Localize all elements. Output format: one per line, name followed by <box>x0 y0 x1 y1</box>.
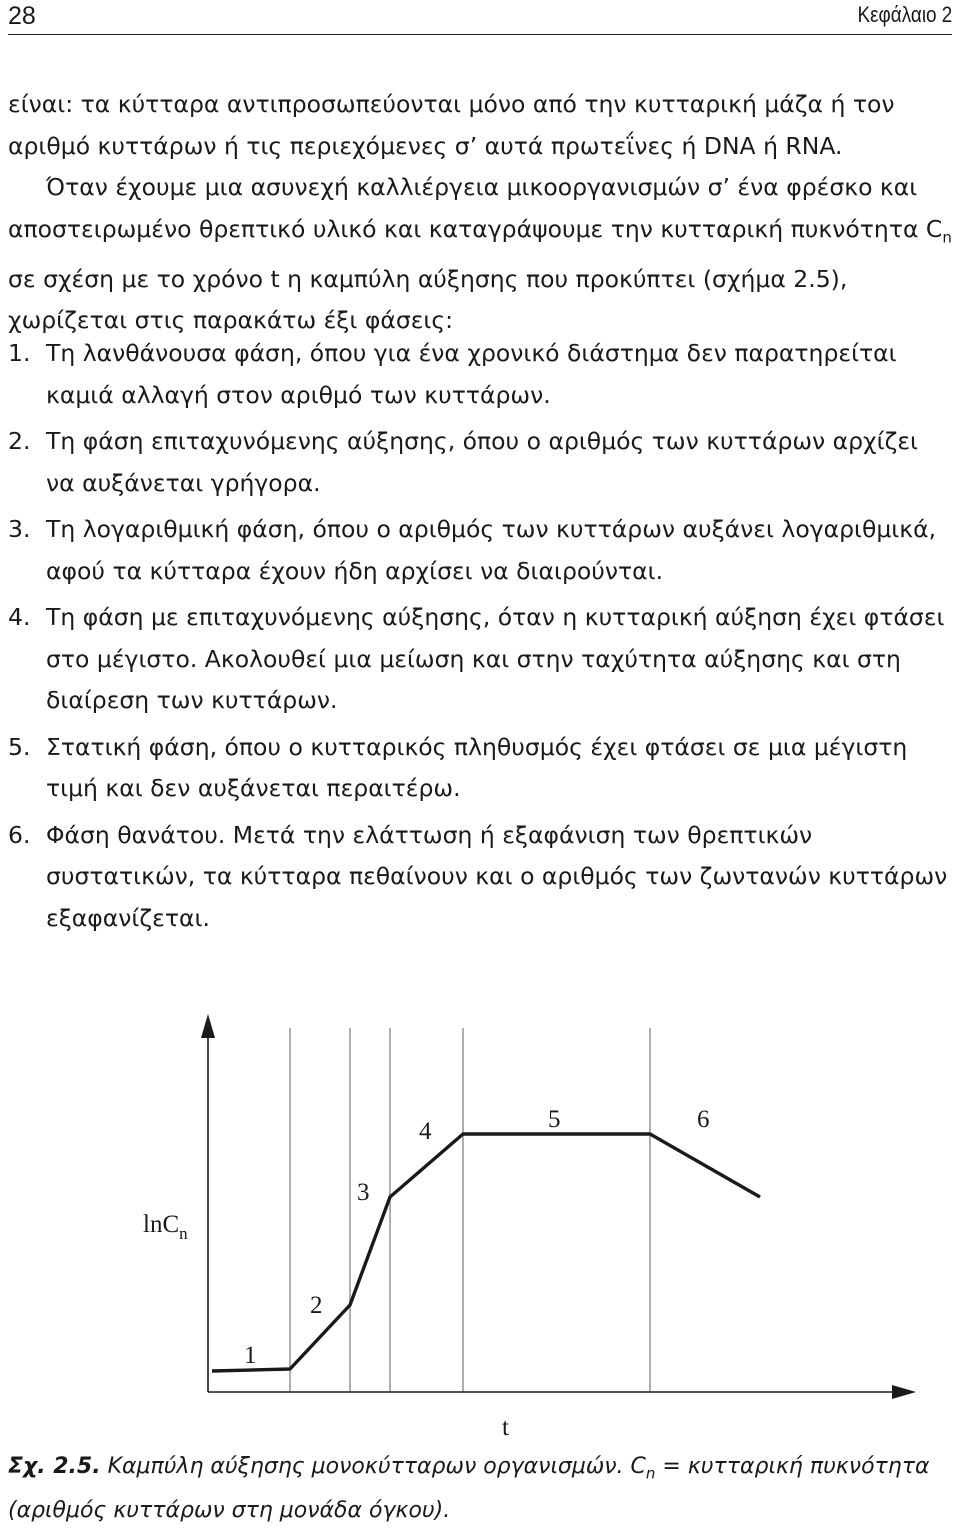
page-number: 28 <box>8 2 36 30</box>
x-axis-arrowhead <box>892 1385 916 1399</box>
caption-text-b: = κυτταρική πυκνότητα (αριθμός κυττάρων στη μονάδα όγκου). <box>8 1454 930 1524</box>
phase-label-5: 5 <box>548 1106 561 1133</box>
paragraph-2-part-b: σε σχέση με το χρόνο t η καμπύλη αύξησης που προκύπτει (σχήμα 2.5), χωρίζεται στις παρακάτω έξι φάσεις: <box>8 264 848 335</box>
list-item-text: Τη φάση με επιταχυνόμενης αύξησης, όταν η κυτταρική αύξηση έχει φτάσει στο μέγιστο. Ακολουθεί μια μείωση και στην ταχύτητα αύξησης και στη διαίρεση των κυττάρων. <box>46 603 945 714</box>
caption-lead: Σχ. 2.5. <box>8 1454 101 1479</box>
list-item-text: Φάση θανάτου. Μετά την ελάττωση ή εξαφάνιση των θρεπτικών συστατικών, τα κύτταρα πεθαίνουν και ο αριθμός των ζωντανών κυττάρων εξαφανίζεται. <box>46 820 948 932</box>
list-item-number: 6. <box>8 820 31 849</box>
chapter-title: Κεφάλαιο 2 <box>857 2 952 27</box>
list-item <box>8 727 954 810</box>
paragraph-1: είναι: τα κύτταρα αντιπροσωπεύονται μόνο από την κυτταρική μάζα ή τον αριθμό κυττάρων ή τις περιεχόμενες σ’ αυτά πρωτεΐνες ή DNA ή RNA. <box>8 90 895 160</box>
list-item <box>8 509 954 592</box>
phase-label-3: 3 <box>357 1179 370 1206</box>
list-item-text: Τη φάση επιταχυνόμενης αύξησης, όπου ο αριθμός των κυττάρων αρχίζει να αυξάνεται γρήγορα. <box>46 427 919 497</box>
list-item-number: 3. <box>8 515 31 543</box>
list-item <box>8 815 954 940</box>
paragraph-2-part-a: Όταν έχουμε μια ασυνεχή καλλιέργεια μικοοργανισμών σ’ ένα φρέσκο και αποστειρωμένο θρεπτικό υλικό και καταγράψουμε την κυτταρική πυκνότητα C <box>8 173 943 243</box>
phase-label-6: 6 <box>697 1106 710 1133</box>
list-item <box>8 333 954 416</box>
intro-paragraph <box>8 84 954 167</box>
phase-label-4: 4 <box>419 1118 432 1145</box>
x-axis-label: t <box>502 1414 509 1441</box>
list-item-text: Τη λανθάνουσα φάση, όπου για ένα χρονικό διάστημα δεν παρατηρείται καμιά αλλαγή στον αριθμό των κυττάρων. <box>46 339 897 409</box>
growth-curve <box>212 1134 760 1371</box>
caption-subscript: n <box>645 1464 656 1483</box>
phase-label-2: 2 <box>310 1292 323 1319</box>
list-item-number: 4. <box>8 603 31 631</box>
list-item-text: Στατική φάση, όπου ο κυτταρικός πληθυσμός έχει φτάσει σε μια μέγιστη τιμή και δεν αυξάνεται περαιτέρω. <box>46 732 908 802</box>
figure-caption <box>8 1448 954 1530</box>
y-axis-label-main: lnC <box>143 1211 180 1238</box>
list-item <box>8 597 954 722</box>
page-header <box>8 0 952 35</box>
growth-curve-figure <box>0 1000 960 1445</box>
paragraph-2-subscript: n <box>942 228 952 247</box>
list-item-number: 1. <box>8 339 31 367</box>
y-axis-arrowhead <box>201 1014 215 1038</box>
paragraph-2 <box>8 167 954 342</box>
y-axis-label-subscript: n <box>179 1224 188 1243</box>
list-item-text: Τη λογαριθμική φάση, όπου ο αριθμός των κυττάρων αυξάνει λογαριθμικά, αφού τα κύτταρα έχουν ήδη αρχίσει να διαιρούνται. <box>46 515 937 585</box>
list-item-number: 5. <box>8 732 31 761</box>
list-item <box>8 421 954 504</box>
caption-text-a: Καμπύλη αύξησης μονοκύτταρων οργανισμών. C <box>100 1454 646 1479</box>
growth-curve-paragraph <box>8 167 954 342</box>
phases-list <box>8 333 954 944</box>
phase-label-1: 1 <box>244 1342 257 1369</box>
list-item-number: 2. <box>8 427 31 455</box>
phase-dividers <box>290 1028 650 1392</box>
y-axis-label <box>143 1211 188 1243</box>
